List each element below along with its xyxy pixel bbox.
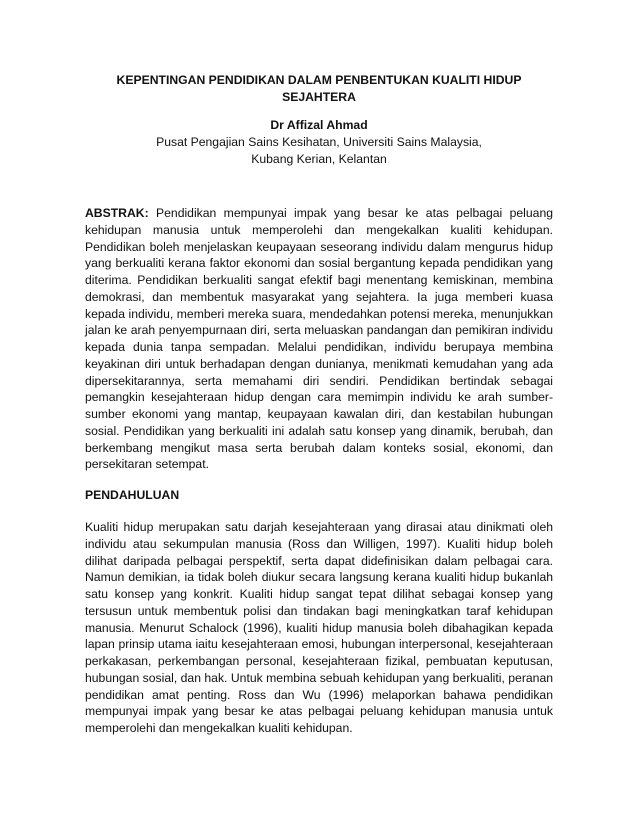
paper-title-line-1: KEPENTINGAN PENDIDIKAN DALAM PENBENTUKAN KUALITI HIDUP (116, 73, 522, 87)
abstract-text: Pendidikan mempunyai impak yang besar ke atas pelbagai peluang kehidupan manusia untuk memperolehi dan mengekalkan kualiti kehidupan. Pendidikan boleh menjelaskan keupayaan seseorang individu dalam mengurus hidup yang berkualiti kerana faktor ekonomi dan sosial bergantung kepada pendidikan yang diterima. Pendidikan berkualiti sangat efektif bagi menentang kemiskinan, membina demokrasi, dan membentuk masyarakat yang sejahtera. Ia juga memberi kuasa kepada individu, memberi mereka suara, mendedahkan potensi mereka, menunjukkan jalan ke arah penyempurnaan diri, serta meluaskan pandangan dan pemikiran individu kepada dunia tanpa sempadan. Melalui pendidikan, individu berupaya membina keyakinan diri untuk berhadapan dengan dunianya, menikmati kemudahan yang ada dipersekitarannya, serta memahami diri sendiri. Pendidikan bertindak sebagai pemangkin kesejahteraan hidup dengan cara memimpin individu ke arah sumber-sumber ekonomi yang mantap, keupayaan kawalan diri, dan kestabilan hubungan sosial. Pendidikan yang berkualiti ini adalah satu konsep yang dinamik, berubah, dan berkembang mengikut masa serta berubah dalam konteks sosial, ekonomi, dan persekitaran setempat. (85, 206, 554, 472)
affiliation-line-1: Pusat Pengajian Sains Kesihatan, Universiti Sains Malaysia, (156, 135, 482, 149)
introduction-text: Kualiti hidup merupakan satu darjah kesejahteraan yang dirasai atau dinikmati oleh individu atau sekumpulan manusia (Ross dan Willigen, 1997). Kualiti hidup boleh dilihat daripada pelbagai perspektif, serta dapat didefinisikan dalam pelbagai cara. Namun demikian, ia tidak boleh diukur secara langsung kerana kualiti hidup bukanlah satu konsep yang konkrit. Kualiti hidup sangat tepat dilihat sebagai konsep yang tersusun untuk membentuk polisi dan tindakan bagi meningkatkan taraf kehidupan manusia. Menurut Schalock (1996), kualiti hidup manusia boleh dibahagikan kepada lapan prinsip utama iaitu kesejahteraan emosi, hubungan interpersonal, kesejahteraan perkakasan, perkembangan personal, kesejahteraan fizikal, pembuatan keputusan, hubungan sosial, dan hak. Untuk membina sebuah kehidupan yang berkualiti, peranan pendidikan amat penting. Ross dan Wu (1996) melaporkan bahawa pendidikan mempunyai impak yang besar ke atas pelbagai peluang kehidupan manusia untuk memperolehi dan mengekalkan kualiti kehidupan. (85, 520, 553, 735)
paper-title-line-2: SEJAHTERA (282, 90, 356, 104)
section-heading-introduction: PENDAHULUAN (85, 488, 180, 502)
author-block (90, 117, 548, 168)
abstract-label: ABSTRAK: (85, 206, 149, 220)
affiliation-line-2: Kubang Kerian, Kelantan (251, 152, 387, 166)
abstract-paragraph (85, 205, 553, 473)
introduction-paragraph (85, 519, 553, 737)
author-name: Dr Affizal Ahmad (270, 118, 368, 132)
paper-title (100, 72, 538, 106)
